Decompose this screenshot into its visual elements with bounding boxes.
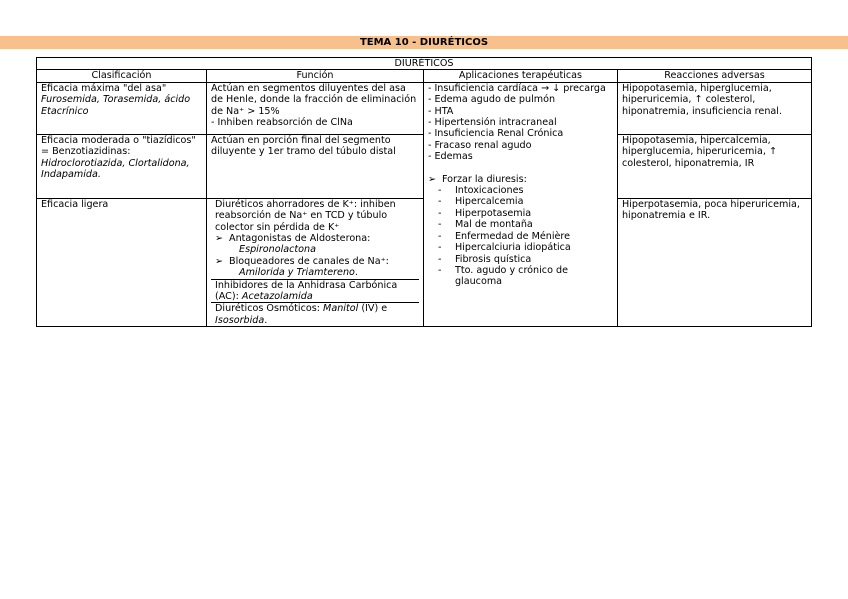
list-item: - Hipercalcemia [437,196,524,208]
adverse-cell [617,198,811,326]
arrow-bullet-icon: ➢ [215,233,224,245]
adverse-cell [617,82,811,134]
adverse-text: Hipopotasemia, hiperglucemia, hiperuricemia, ↑ colesterol, hiponatremia, insuficiencia renal. [621,82,782,117]
drug-names: Acetazolamida [241,291,313,303]
drug-names: Manitol [323,303,359,315]
table-title: DIURÉTICOS [37,58,812,70]
drug-names: Isosorbida [215,314,265,326]
column-header: Función [207,70,424,82]
diuretics-table [36,57,812,327]
adverse-text: Hipopotasemia, hipercalcemia, hiperglucemia, hiperuricemia, ↑ colesterol, hiponatremia, IR [621,134,778,169]
table-row [37,82,812,134]
k-sparing-block [211,199,419,279]
list-item: - Mal de montaña [437,219,533,231]
adverse-cell [617,134,811,198]
list-item: - Insuficiencia cardíaca → ↓ precarga [427,82,606,94]
list-item: - Enfermedad de Ménière [437,230,571,242]
arrow-bullet-icon: ➢ [215,255,224,267]
function-cell [207,198,424,326]
list-item: ➢ Bloqueadores de canales de Na⁺: [215,255,389,267]
function-cell [207,82,424,134]
column-header: Clasificación [37,70,207,82]
classification-cell [37,134,207,198]
function-text: - Inhiben reabsorción de ClNa [211,117,353,129]
list-item: - Edemas [427,151,473,163]
classification-cell [37,82,207,134]
list-item: - Intoxicaciones [437,185,524,197]
classification-label: Eficacia máxima "del asa" [41,82,167,94]
applications-cell [423,82,617,326]
list-item: - Insuficiencia Renal Crónica [427,128,564,140]
force-diuresis-heading: ➢ Forzar la diuresis: [427,173,527,185]
function-text: Diuréticos ahorradores de K⁺: inhiben reabsorción de Na⁺ en TCD y túbulo colector sin pérdida de K⁺ [215,198,396,233]
page-title: TEMA 10 - DIURÉTICOS [359,37,489,48]
drug-names: Furosemida, Torasemida, ácido Etacrínico [41,94,191,117]
ac-inhibitors-block: Inhibidores de la Anhidrasa Carbónica (AC): Acetazolamida [211,279,419,303]
function-text: Actúan en porción final del segmento diluyente y 1er tramo del túbulo distal [211,134,396,158]
osmotic-block: Diuréticos Osmóticos: Manitol (IV) e Isosorbida. [211,302,419,326]
drug-names: Espironolactona [239,244,317,256]
list-item: - Hipercalciuria idiopática [437,242,571,254]
table-title-row [37,58,812,70]
drug-names: Hidroclorotiazida, Clortalidona, Indapamida. [41,157,190,181]
list-item: - Hipertensión intracraneal [427,117,557,129]
list-item: - Edema agudo de pulmón [427,94,556,106]
list-item: - Tto. agudo y crónico de glaucoma [437,264,568,288]
function-text: Actúan en segmentos diluyentes del asa de Henle, donde la fracción de eliminación de Na⁺ > 15% [211,82,417,117]
drug-names: Amilorida y Triamtereno. [239,267,358,279]
classification-label: Eficacia moderada o "tiazídicos" = Benzotiazidinas: [41,134,196,158]
adverse-text: Hiperpotasemia, poca hiperuricemia, hiponatremia e IR. [621,198,800,222]
list-item: - Hiperpotasemia [437,207,532,219]
list-item: - Fracaso renal agudo [427,139,532,151]
list-item: - Fibrosis quística [437,253,532,265]
list-item: - HTA [427,105,454,117]
classification-cell [37,198,207,326]
list-item: ➢ Antagonistas de Aldosterona: [215,233,371,245]
classification-label: Eficacia ligera [41,198,109,210]
column-header: Reacciones adversas [617,70,811,82]
table-header-row [37,70,812,82]
column-header: Aplicaciones terapéuticas [423,70,617,82]
page-title-banner [0,36,848,49]
function-cell [207,134,424,198]
arrow-bullet-icon: ➢ [427,173,437,185]
